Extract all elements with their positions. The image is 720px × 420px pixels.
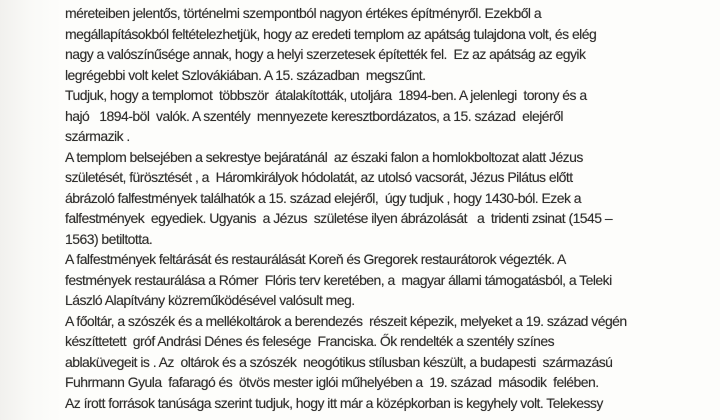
paragraph — [65, 311, 715, 393]
text-line: falfestmények egyediek. Ugyanis a Jézus születése ilyen ábrázolását a tridenti zsinat (1545 – — [65, 210, 613, 226]
text-line: Tudjuk, hogy a templomot többször átalakították, utoljára 1894-ben. A jelenlegi torony és a — [65, 87, 587, 103]
text-line: festmények restaurálása a Rómer Flóris terv keretében, a magyar állami támogatásból, a Teleki — [65, 271, 612, 288]
paragraph — [65, 393, 715, 414]
text-line: születését, fürösztését , a Háromkirályok hódolatát, az utolsó vacsorát, Jézus Pilátus előtt — [65, 169, 573, 185]
text-line: Az írott források tanúsága szerint tudjuk, hogy itt már a középkorban is kegyhely volt. Telekessy — [65, 394, 603, 411]
text-line: megállapításokból feltételezhetjük, hogy az eredeti templom az apátság tulajdona volt, és elég — [65, 25, 597, 42]
document-text-block — [65, 3, 715, 413]
paragraph — [65, 3, 715, 85]
text-line: 1563) betiltotta. — [65, 230, 153, 247]
text-line: készíttetett gróf Andrási Dénes és felesége Franciska. Ők rendelték a szentély színes — [65, 333, 555, 349]
text-line: hajó 1894-böl valók. A szentély mennyezete keresztbordázatos, a 15. század elejéről — [65, 107, 563, 124]
text-line: A főoltár, a szószék és a mellékoltárok a berendezés részeit képezik, melyeket a 19. század végén — [65, 312, 627, 329]
text-line: Fuhrmann Gyula fafaragó és ötvös mester iglói műhelyében a 19. század második felében. — [65, 374, 599, 390]
text-line: ábrázoló falfestmények találhatók a 15. század elejéről, úgy tudjuk , hogy 1430-ból. Ezek a — [65, 189, 581, 206]
paragraph — [65, 85, 715, 147]
text-line: legrégebbi volt kelet Szlovákiában. A 15. században megszűnt. — [65, 66, 426, 83]
text-line: méreteiben jelentős, történelmi szempontból nagyon értékes építményről. Ezekből a — [65, 5, 542, 21]
text-line: származik . — [65, 128, 130, 144]
text-line: nagy a valószínűsége annak, hogy a helyi szerzetesek építették fel. Ez az apátság az egyik — [65, 46, 586, 62]
text-line: ablaküvegeit is . Az oltárok és a szószék neogótikus stílusban készült, a budapesti származású — [65, 353, 613, 370]
text-line: László Alapítvány közreműködésével valósult meg. — [65, 292, 355, 308]
text-line: A falfestmények feltárását és restaurálását Koreň és Gregorek restaurátorok végezték. A — [65, 251, 566, 267]
paragraph — [65, 249, 715, 311]
paragraph — [65, 147, 715, 250]
text-line: A templom belsejében a sekrestye bejáratánál az északi falon a homlokboltozat alatt Jézus — [65, 148, 583, 165]
